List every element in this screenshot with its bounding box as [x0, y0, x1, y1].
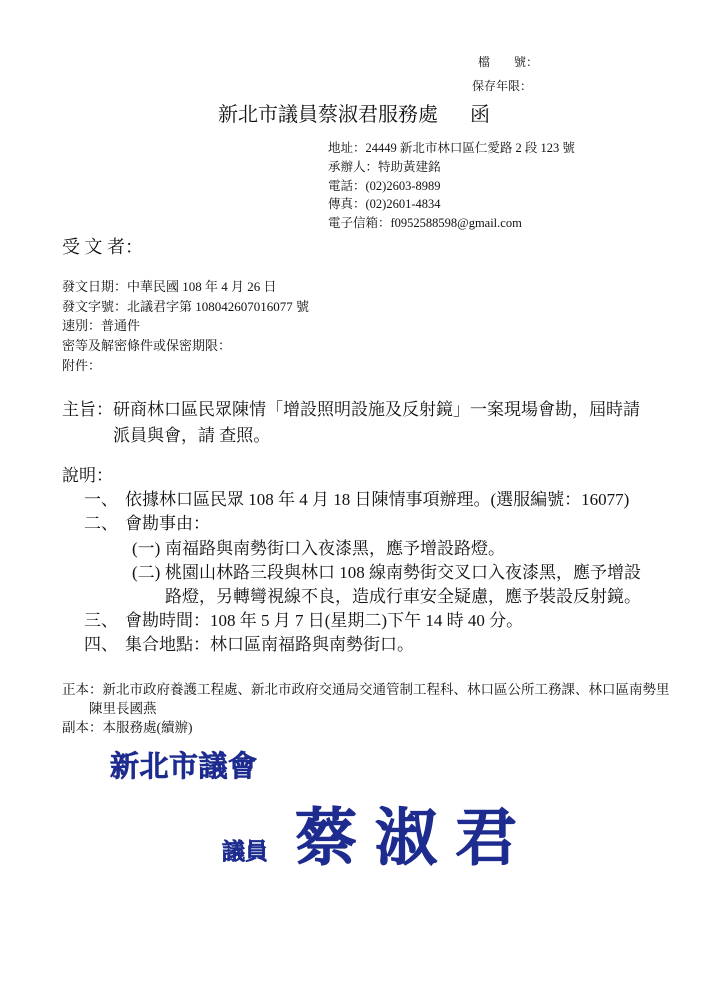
retention-period-label: 保存年限：	[472, 79, 533, 93]
attachments	[62, 356, 309, 376]
classification	[62, 336, 309, 356]
document-title	[218, 101, 490, 129]
attachments-label: 附件：	[62, 357, 102, 373]
subject-line: 研商林口區民眾陳情「增設照明設施及反射鏡」一案現場會勘，屆時請	[113, 400, 640, 419]
original-recipients-line: 新北市政府養護工程處、新北市政府交通局交通管制工程科、林口區公所工務課、林口區南勢里	[102, 682, 670, 697]
subject-section	[62, 397, 640, 449]
delivery-speed	[62, 316, 309, 336]
document-number-label: 發文字號：	[62, 298, 128, 314]
explanation-item	[62, 609, 641, 633]
classification-label: 密等及解密條件或保密期限：	[62, 338, 232, 354]
contact-handler-label: 承辦人：	[328, 159, 379, 174]
item-text: 依據林口區民眾 108 年 4 月 18 日陳情事項辦理。(選服編號：16077)	[125, 490, 630, 510]
copy-recipients-label: 副本：	[62, 720, 103, 735]
subitem-number: (一)	[132, 538, 161, 558]
item-text: 會勘時間：108 年 5 月 7 日(星期二)下午 14 時 40 分。	[125, 611, 524, 631]
contact-handler-value: 特助黃建銘	[378, 159, 441, 174]
contact-phone-label: 電話：	[328, 178, 366, 193]
original-recipients	[62, 680, 670, 699]
explanation-item	[62, 512, 641, 536]
contact-fax-value: (02)2601-4834	[365, 197, 441, 212]
contact-email-value: f0952588598@gmail.com	[390, 216, 522, 231]
document-metadata	[62, 277, 309, 376]
item-number: 一、	[84, 490, 118, 510]
explanation-subitem	[62, 537, 641, 561]
council-seal: 新北市議會	[110, 749, 258, 783]
contact-fax-label: 傳真：	[328, 197, 366, 212]
original-recipients-label: 正本：	[62, 682, 103, 697]
recipient-label: 受 文 者：	[62, 237, 143, 257]
contact-address-value: 24449 新北市林口區仁愛路 2 段 123 號	[365, 141, 575, 155]
contact-phone-value: (02)2603-8989	[365, 178, 441, 193]
copy-recipients	[62, 718, 670, 737]
distribution-section	[62, 680, 670, 737]
copy-recipients-value: 本服務處(續辦)	[102, 720, 193, 735]
issue-date	[62, 277, 309, 297]
subitem-line: 路燈，另轉彎視線不良，造成行車安全疑慮，應予裝設反射鏡。	[165, 587, 641, 607]
contact-email-label: 電子信箱：	[328, 216, 391, 231]
subject-line: 派員與會，請 查照。	[113, 426, 271, 445]
contact-email	[328, 214, 575, 233]
contact-address	[328, 139, 575, 158]
delivery-speed-label: 速別：	[62, 318, 102, 334]
item-text: 集合地點：林口區南福路與南勢街口。	[125, 635, 414, 655]
subject-text	[113, 397, 640, 449]
item-number: 二、	[84, 514, 118, 534]
issue-date-value: 中華民國 108 年 4 月 26 日	[127, 279, 277, 294]
delivery-speed-value: 普通件	[101, 318, 141, 334]
councilor-title-seal: 議員	[222, 839, 268, 865]
explanation-item	[62, 633, 641, 657]
contact-handler	[328, 158, 575, 177]
subitem-number: (二)	[132, 562, 161, 582]
subitem-text	[165, 561, 641, 609]
document-number-value: 北議君字第 108042607016077 號	[127, 298, 310, 314]
councilor-name-seal: 蔡淑君	[295, 801, 536, 874]
contact-address-label: 地址：	[328, 141, 366, 155]
item-text: 會勘事由：	[125, 514, 210, 534]
contact-info	[328, 139, 575, 233]
issuer-name: 新北市議員蔡淑君服務處	[218, 104, 438, 126]
contact-phone	[328, 177, 575, 196]
item-number: 四、	[84, 635, 118, 655]
explanation-item	[62, 488, 641, 512]
explanation-label: 說明：	[62, 466, 113, 485]
explanation-section	[62, 464, 641, 658]
subitem-line: 桃園山林路三段與林口 108 線南勢街交叉口入夜漆黑，應予增設	[165, 562, 641, 582]
subitem-line: 南福路與南勢街口入夜漆黑，應予增設路燈。	[165, 538, 505, 558]
issue-date-label: 發文日期：	[62, 279, 128, 294]
subject-label: 主旨：	[62, 400, 113, 419]
explanation-subitem	[62, 561, 641, 609]
document-type: 函	[470, 104, 490, 126]
document-number	[62, 297, 309, 317]
subitem-text	[165, 537, 505, 561]
original-recipients-line: 陳里長國燕	[89, 701, 157, 716]
contact-fax	[328, 195, 575, 214]
file-number-label: 檔 號：	[478, 55, 539, 69]
item-number: 三、	[84, 611, 118, 631]
